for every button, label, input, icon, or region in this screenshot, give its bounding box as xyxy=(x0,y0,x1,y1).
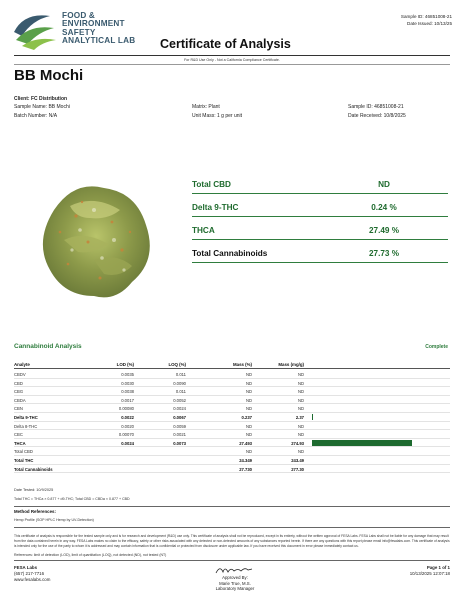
cell-mass-mg: 243.49 xyxy=(291,458,304,463)
footer-approval xyxy=(180,575,290,592)
lab-logo-icon xyxy=(10,10,58,50)
cell-loq: 0.0052 xyxy=(173,397,186,403)
cell-lod: 0.0038 xyxy=(121,389,134,395)
cell-analyte: Total Cannabinoids xyxy=(14,466,53,472)
summary-label: Total CBD xyxy=(192,180,231,189)
sample-name: Sample Name: BB Mochi xyxy=(14,104,70,110)
sample-id: Sample ID: 46851008-21 xyxy=(348,104,404,110)
cell-lod: 0.00080 xyxy=(118,406,134,412)
table-row xyxy=(14,404,450,413)
disclaimer-text: This certificate of analysis is responsible for the tested sample only and is for research and development (R&D) use only. This certificate of analysis shall not be reproduced, except in its entirety, without the written approval of FESA Labs. FESA Labs shall not be liable for any damage that may result from the data contained herein in any way. FESA Labs makes no claim to the efficacy, safety or other risks associated with any detected or non-detected amounts of any substances reported herein. If there are any questions with this report please email info@fesalabs.com. This certificate of analysis is intended only for the use of the party to whom it is addressed and may contain information that is confidential or protected from disclosure under applicable law. If you have received this document in error please immediately contact us. xyxy=(14,534,450,548)
page-title: Certificate of Analysis xyxy=(160,37,291,51)
logo-line: SAFETY xyxy=(62,27,96,37)
logo-line: ENVIRONMENT xyxy=(62,19,125,29)
date-tested: Date Tested: 10/9/2025 xyxy=(14,488,54,492)
table-row xyxy=(14,439,450,448)
lab-name: FESA Labs xyxy=(14,565,38,570)
report-timestamp: 10/13/2025 12:07:18 xyxy=(409,571,450,577)
cell-analyte: Delta 9-THC xyxy=(14,415,38,420)
cell-mass-mg: ND xyxy=(297,397,304,403)
table-row xyxy=(14,430,450,439)
summary-label: THCA xyxy=(192,226,215,235)
table-row xyxy=(14,413,450,422)
cell-mass-pct: ND xyxy=(245,380,252,386)
cell-loq: 0.0021 xyxy=(173,432,186,438)
summary-row xyxy=(192,172,448,194)
sample-info xyxy=(348,102,406,121)
table-row xyxy=(14,387,450,396)
cell-lod: 0.0020 xyxy=(121,423,134,429)
batch-number: Batch Number: N/A xyxy=(14,113,58,119)
lab-website[interactable]: www.fesalabs.com xyxy=(14,577,51,583)
cell-mass-mg: ND xyxy=(297,449,304,455)
header-analyte: Analyte xyxy=(14,362,30,367)
cell-analyte: CBDA xyxy=(14,397,26,403)
summary-table xyxy=(192,172,448,262)
table-row xyxy=(14,465,450,474)
cell-mass-mg: ND xyxy=(297,372,304,377)
cell-analyte: Total CBD xyxy=(14,449,33,455)
cell-loq: 0.0059 xyxy=(173,423,186,429)
cell-analyte: CBDV xyxy=(14,372,26,377)
header-meta xyxy=(401,13,452,27)
summary-row xyxy=(192,195,448,217)
table-row xyxy=(14,422,450,431)
approver-name: Marie True, M.S. xyxy=(219,580,251,586)
unit-mass: Unit Mass: 1 g per unit xyxy=(192,113,243,119)
summary-row xyxy=(192,241,448,263)
mass-bar xyxy=(312,440,412,446)
cell-lod: 0.00070 xyxy=(118,432,134,438)
divider xyxy=(14,55,450,56)
cell-mass-pct: ND xyxy=(245,372,252,377)
cell-analyte: CBN xyxy=(14,406,23,412)
cell-loq: 0.011 xyxy=(175,372,186,377)
client-info xyxy=(14,94,70,121)
method-text: Hemp Profile (SOP HPLC Hemp by UV-Detection) xyxy=(14,518,94,522)
product-photo xyxy=(24,170,164,320)
compliance-note: For R&D Use Only - Not a California Compliance Certificate. xyxy=(184,58,280,62)
analysis-title: Cannabinoid Analysis xyxy=(14,343,82,350)
method-title: Method References: xyxy=(14,509,56,514)
table-row xyxy=(14,456,450,465)
lab-phone: (657) 217-7716 xyxy=(14,571,45,577)
header-mass-pct: Mass (%) xyxy=(232,362,252,367)
header-sample-id: Sample ID: 46851008-21 xyxy=(400,14,452,19)
client-name: Client: FC Distribution xyxy=(14,96,68,102)
mass-bar xyxy=(312,414,313,420)
summary-value: 0.24 % xyxy=(371,203,397,212)
table-header xyxy=(14,360,450,369)
footer-page-info xyxy=(410,565,450,577)
cell-mass-pct: 27.730 xyxy=(239,466,252,472)
summary-row xyxy=(192,218,448,240)
header-loq: LOQ (%) xyxy=(168,362,186,367)
cell-mass-mg: ND xyxy=(297,389,304,395)
cell-analyte: Delta 8-THC xyxy=(14,423,38,429)
summary-label: Total Cannabinoids xyxy=(192,249,268,258)
cell-analyte: CBD xyxy=(14,380,23,386)
cell-mass-pct: ND xyxy=(245,389,252,395)
header-lod: LOD (%) xyxy=(116,362,134,367)
matrix: Matrix: Plant xyxy=(192,104,220,110)
cell-loq: 0.0024 xyxy=(173,406,186,412)
approver-title: Laboratory Manager xyxy=(215,586,255,591)
analysis-status-badge: Complete xyxy=(425,344,448,350)
total-formula: Total THC = THCa × 0.877 + d9-THC; Total CBD = CBDa × 0.877 + CBD xyxy=(14,497,130,501)
cell-mass-mg: 274.93 xyxy=(291,440,304,446)
cell-mass-mg: 277.30 xyxy=(291,466,304,472)
cell-lod: 0.0022 xyxy=(121,415,134,420)
cell-mass-mg: ND xyxy=(297,432,304,438)
cell-lod: 0.0030 xyxy=(121,380,134,386)
cell-lod: 0.0035 xyxy=(121,372,134,377)
footer-lab-info xyxy=(14,565,50,584)
cell-loq: 0.0073 xyxy=(173,440,186,446)
matrix-info xyxy=(192,102,242,121)
cell-mass-mg: ND xyxy=(297,406,304,412)
logo-line: FOOD & xyxy=(62,11,96,20)
cell-loq: 0.011 xyxy=(175,389,186,395)
cell-mass-mg: ND xyxy=(297,423,304,429)
cell-mass-pct: 0.237 xyxy=(241,415,252,420)
table-row xyxy=(14,379,450,388)
header-date-issued: Date Issued: 10/13/25 xyxy=(407,21,452,26)
cell-analyte: Total THC xyxy=(14,458,34,463)
cell-lod: 0.0017 xyxy=(121,397,134,403)
table-row xyxy=(14,370,450,379)
table-row xyxy=(14,396,450,405)
cell-loq: 0.0090 xyxy=(173,380,186,386)
cell-mass-pct: ND xyxy=(245,432,252,438)
method-box xyxy=(14,506,450,528)
cell-mass-pct: ND xyxy=(245,397,252,403)
table-row xyxy=(14,447,450,456)
cell-mass-pct: ND xyxy=(245,406,252,412)
divider xyxy=(14,560,450,561)
summary-label: Delta 9-THC xyxy=(192,203,239,212)
cell-lod: 0.0024 xyxy=(121,440,134,446)
page-number: Page 1 of 1 xyxy=(426,565,450,570)
summary-value: ND xyxy=(378,180,390,189)
product-name: BB Mochi xyxy=(14,67,84,84)
cell-mass-mg: 2.37 xyxy=(295,415,304,420)
cell-mass-pct: ND xyxy=(245,423,252,429)
summary-value: 27.73 % xyxy=(368,249,400,258)
divider xyxy=(14,64,450,65)
lab-logo-text xyxy=(62,12,135,46)
summary-value: 27.49 % xyxy=(368,226,400,235)
cell-analyte: CBC xyxy=(14,432,23,438)
header-mass-mg: Mass (mg/g) xyxy=(278,362,304,367)
approved-by-label: Approved By: xyxy=(222,575,248,580)
logo-line: ANALYTICAL LAB xyxy=(62,36,136,46)
references-text: References: limit of detection (LOD), limit of quantitation (LOQ), not detected (ND), not tested (NT) xyxy=(14,553,167,557)
cell-mass-pct: ND xyxy=(245,449,252,455)
cell-analyte: THCA xyxy=(14,440,26,446)
cell-mass-pct: 27.493 xyxy=(239,440,252,446)
date-received: Date Received: 10/8/2025 xyxy=(348,113,406,119)
cell-loq: 0.0067 xyxy=(173,415,186,420)
cell-analyte: CBG xyxy=(14,389,24,395)
cell-mass-mg: ND xyxy=(297,380,304,386)
cell-mass-pct: 24.349 xyxy=(239,458,252,463)
